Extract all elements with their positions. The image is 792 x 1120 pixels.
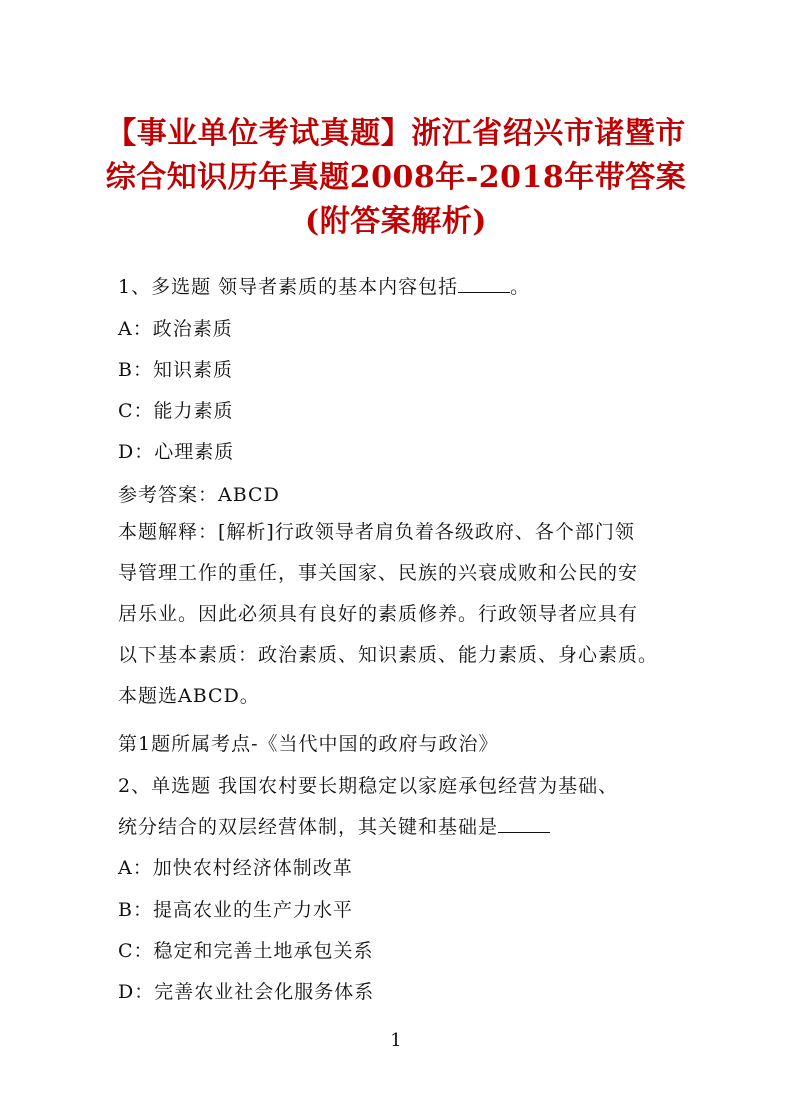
q1-explanation-line: 以下基本素质：政治素质、知识素质、能力素质、身心素质。 <box>118 644 659 666</box>
title-line-1: 【事业单位考试真题】浙江省绍兴市诸暨市 <box>106 116 686 151</box>
q1-stem-end: 。 <box>510 276 531 298</box>
q2-option-c: C：稳定和完善土地承包关系 <box>118 940 374 962</box>
document-title <box>60 112 732 244</box>
q1-stem <box>118 272 688 299</box>
title-line-3: (附答案解析) <box>305 204 487 239</box>
q2-answer-blank <box>498 814 550 833</box>
title-line-2: 综合知识历年真题2008年-2018年带答案 <box>105 160 687 195</box>
q2-option-b: B：提高农业的生产力水平 <box>118 899 353 921</box>
q1-option-c: C：能力素质 <box>118 400 234 422</box>
q2-stem-line-1: 2、单选题 我国农村要长期稳定以家庭承包经营为基础、 <box>118 775 619 797</box>
q1-topic: 第1题所属考点-《当代中国的政府与政治》 <box>118 733 499 755</box>
q2-option-a: A：加快农村经济体制改革 <box>118 857 353 879</box>
q1-option-b: B：知识素质 <box>118 359 233 381</box>
q1-answer-blank <box>458 274 510 293</box>
q1-explanation-line: 导管理工作的重任，事关国家、民族的兴衰成败和公民的安 <box>118 562 639 584</box>
q2-option-d: D：完善农业社会化服务体系 <box>118 981 375 1003</box>
page-number: 1 <box>390 1030 402 1051</box>
q1-stem-text: 1、多选题 领导者素质的基本内容包括 <box>118 276 459 298</box>
q2-stem-line-2 <box>118 812 688 839</box>
q1-option-a: A：政治素质 <box>118 318 233 340</box>
q1-explanation <box>118 512 688 717</box>
q1-answer: 参考答案：ABCD <box>118 484 280 506</box>
q2-stem-text: 统分结合的双层经营体制，其关键和基础是 <box>118 816 499 838</box>
q1-option-d: D：心理素质 <box>118 441 235 463</box>
q1-explanation-line: 居乐业。因此必须具有良好的素质修养。行政领导者应具有 <box>118 603 639 625</box>
q1-explanation-line: 本题选ABCD。 <box>118 685 260 707</box>
q1-explanation-line: 本题解释：[解析]行政领导者肩负着各级政府、各个部门领 <box>118 521 635 543</box>
